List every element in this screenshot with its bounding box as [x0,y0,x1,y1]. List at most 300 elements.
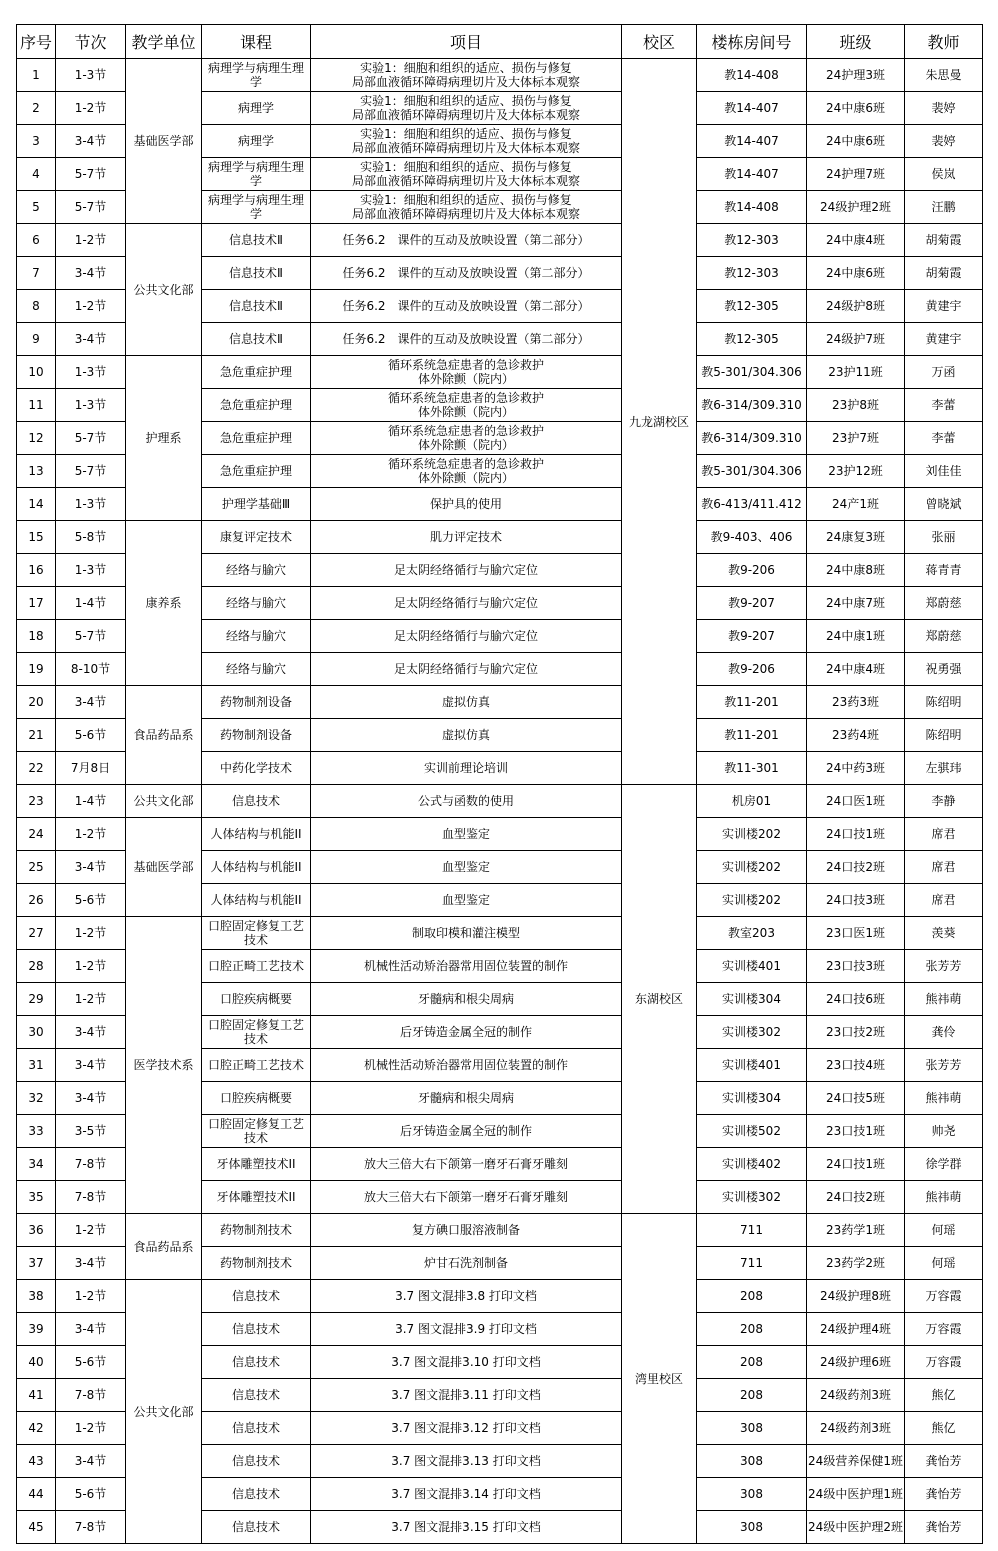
course-cell: 人体结构与机能II [202,818,311,851]
header-teacher: 教师 [905,25,983,59]
row-number: 33 [17,1115,56,1148]
row-number: 12 [17,422,56,455]
room-cell: 308 [697,1511,807,1544]
course-cell: 护理学基础Ⅲ [202,488,311,521]
teacher-cell: 熊祎萌 [905,983,983,1016]
table-row [17,818,983,851]
teacher-cell: 龚伶 [905,1016,983,1049]
course-cell: 信息技术 [202,1313,311,1346]
period-cell: 1-3节 [56,554,126,587]
row-number: 34 [17,1148,56,1181]
row-number: 32 [17,1082,56,1115]
period-cell: 1-2节 [56,1214,126,1247]
header-row [17,25,983,59]
course-cell: 口腔固定修复工艺技术 [202,1115,311,1148]
header-campus: 校区 [622,25,697,59]
row-number: 18 [17,620,56,653]
row-number: 20 [17,686,56,719]
project-cell: 血型鉴定 [311,851,622,884]
table-row [17,1214,983,1247]
teacher-cell: 李蕾 [905,389,983,422]
campus-cell: 湾里校区 [622,1214,697,1544]
row-number: 9 [17,323,56,356]
teacher-cell: 席君 [905,884,983,917]
row-number: 38 [17,1280,56,1313]
project-cell: 3.7 图文混排3.8 打印文档 [311,1280,622,1313]
teacher-cell: 胡菊霞 [905,257,983,290]
course-cell: 信息技术Ⅱ [202,323,311,356]
room-cell: 教6-314/309.310 [697,422,807,455]
project-cell: 任务6.2 课件的互动及放映设置（第二部分） [311,224,622,257]
class-cell: 24口技2班 [807,851,905,884]
period-cell: 1-2节 [56,917,126,950]
teacher-cell: 龚怡芳 [905,1445,983,1478]
course-cell: 人体结构与机能II [202,851,311,884]
table-body [17,59,983,1544]
row-number: 23 [17,785,56,818]
period-cell: 1-4节 [56,587,126,620]
class-cell: 24中康6班 [807,257,905,290]
period-cell: 3-4节 [56,323,126,356]
period-cell: 1-3节 [56,356,126,389]
period-cell: 5-6节 [56,884,126,917]
room-cell: 208 [697,1313,807,1346]
project-cell: 3.7 图文混排3.9 打印文档 [311,1313,622,1346]
room-cell: 实训楼304 [697,983,807,1016]
period-cell: 1-2节 [56,983,126,1016]
row-number: 41 [17,1379,56,1412]
class-cell: 24口技6班 [807,983,905,1016]
period-cell: 1-2节 [56,290,126,323]
teacher-cell: 左骐玮 [905,752,983,785]
project-cell: 实验1：细胞和组织的适应、损伤与修复 局部血液循环障碍病理切片及大体标本观察 [311,92,622,125]
row-number: 26 [17,884,56,917]
row-number: 5 [17,191,56,224]
period-cell: 5-6节 [56,1346,126,1379]
row-number: 13 [17,455,56,488]
row-number: 6 [17,224,56,257]
row-number: 10 [17,356,56,389]
header-class: 班级 [807,25,905,59]
class-cell: 23口技1班 [807,1115,905,1148]
course-cell: 口腔正畸工艺技术 [202,950,311,983]
header-no: 序号 [17,25,56,59]
teacher-cell: 裴婷 [905,92,983,125]
room-cell: 教14-408 [697,191,807,224]
class-cell: 23护12班 [807,455,905,488]
row-number: 35 [17,1181,56,1214]
class-cell: 24中康1班 [807,620,905,653]
period-cell: 7-8节 [56,1511,126,1544]
row-number: 15 [17,521,56,554]
room-cell: 教12-305 [697,323,807,356]
course-cell: 牙体雕塑技术II [202,1181,311,1214]
row-number: 28 [17,950,56,983]
class-cell: 24中康6班 [807,125,905,158]
room-cell: 教12-303 [697,257,807,290]
room-cell: 教5-301/304.306 [697,356,807,389]
teacher-cell: 蒋青青 [905,554,983,587]
class-cell: 24中康6班 [807,92,905,125]
class-cell: 24口技5班 [807,1082,905,1115]
teacher-cell: 刘佳佳 [905,455,983,488]
period-cell: 1-2节 [56,1280,126,1313]
class-cell: 24级中医护理1班 [807,1478,905,1511]
teacher-cell: 熊亿 [905,1412,983,1445]
period-cell: 1-2节 [56,950,126,983]
class-cell: 24级营养保健1班 [807,1445,905,1478]
class-cell: 24中康8班 [807,554,905,587]
unit-cell: 基础医学部 [126,818,202,917]
room-cell: 教11-201 [697,719,807,752]
period-cell: 1-3节 [56,389,126,422]
course-cell: 经络与腧穴 [202,587,311,620]
course-cell: 康复评定技术 [202,521,311,554]
class-cell: 24口技1班 [807,818,905,851]
class-cell: 23护8班 [807,389,905,422]
course-cell: 经络与腧穴 [202,620,311,653]
class-cell: 24护理3班 [807,59,905,92]
course-cell: 人体结构与机能II [202,884,311,917]
course-cell: 口腔固定修复工艺技术 [202,917,311,950]
room-cell: 实训楼402 [697,1148,807,1181]
row-number: 36 [17,1214,56,1247]
course-cell: 病理学与病理生理学 [202,158,311,191]
course-cell: 病理学与病理生理学 [202,59,311,92]
period-cell: 3-4节 [56,125,126,158]
room-cell: 实训楼304 [697,1082,807,1115]
course-cell: 中药化学技术 [202,752,311,785]
class-cell: 24中康7班 [807,587,905,620]
teacher-cell: 黄建宇 [905,323,983,356]
room-cell: 实训楼502 [697,1115,807,1148]
project-cell: 循环系统急症患者的急诊救护 体外除颤（院内） [311,455,622,488]
period-cell: 5-7节 [56,620,126,653]
period-cell: 5-6节 [56,719,126,752]
period-cell: 1-2节 [56,224,126,257]
unit-cell: 公共文化部 [126,1280,202,1544]
header-unit: 教学单位 [126,25,202,59]
room-cell: 711 [697,1214,807,1247]
class-cell: 24级药剂3班 [807,1412,905,1445]
period-cell: 7-8节 [56,1148,126,1181]
row-number: 40 [17,1346,56,1379]
class-cell: 24产1班 [807,488,905,521]
project-cell: 后牙铸造金属全冠的制作 [311,1115,622,1148]
course-cell: 急危重症护理 [202,422,311,455]
row-number: 1 [17,59,56,92]
class-cell: 23口技4班 [807,1049,905,1082]
period-cell: 5-7节 [56,158,126,191]
project-cell: 3.7 图文混排3.10 打印文档 [311,1346,622,1379]
period-cell: 7月8日 [56,752,126,785]
period-cell: 3-4节 [56,686,126,719]
project-cell: 血型鉴定 [311,884,622,917]
course-cell: 信息技术 [202,1412,311,1445]
row-number: 27 [17,917,56,950]
course-cell: 信息技术 [202,1511,311,1544]
project-cell: 血型鉴定 [311,818,622,851]
period-cell: 5-8节 [56,521,126,554]
course-cell: 急危重症护理 [202,356,311,389]
row-number: 17 [17,587,56,620]
course-cell: 口腔疾病概要 [202,1082,311,1115]
room-cell: 308 [697,1412,807,1445]
header-course: 课程 [202,25,311,59]
class-cell: 24中康4班 [807,653,905,686]
class-cell: 23护7班 [807,422,905,455]
teacher-cell: 帅尧 [905,1115,983,1148]
class-cell: 24口医1班 [807,785,905,818]
row-number: 43 [17,1445,56,1478]
course-cell: 信息技术Ⅱ [202,257,311,290]
teacher-cell: 万容霞 [905,1280,983,1313]
row-number: 29 [17,983,56,1016]
teacher-cell: 席君 [905,851,983,884]
period-cell: 5-7节 [56,455,126,488]
room-cell: 教9-206 [697,554,807,587]
period-cell: 3-4节 [56,1247,126,1280]
class-cell: 24级护理6班 [807,1346,905,1379]
teacher-cell: 祝勇强 [905,653,983,686]
period-cell: 3-5节 [56,1115,126,1148]
row-number: 44 [17,1478,56,1511]
row-number: 21 [17,719,56,752]
room-cell: 208 [697,1346,807,1379]
project-cell: 制取印模和灌注模型 [311,917,622,950]
project-cell: 保护具的使用 [311,488,622,521]
table-row [17,224,983,257]
period-cell: 3-4节 [56,1313,126,1346]
room-cell: 教6-413/411.412 [697,488,807,521]
room-cell: 实训楼401 [697,1049,807,1082]
row-number: 30 [17,1016,56,1049]
room-cell: 教14-407 [697,158,807,191]
room-cell: 教9-207 [697,587,807,620]
project-cell: 3.7 图文混排3.12 打印文档 [311,1412,622,1445]
room-cell: 实训楼202 [697,818,807,851]
project-cell: 牙髓病和根尖周病 [311,1082,622,1115]
period-cell: 7-8节 [56,1379,126,1412]
unit-cell: 护理系 [126,356,202,521]
course-cell: 信息技术 [202,1478,311,1511]
course-cell: 病理学 [202,125,311,158]
project-cell: 虚拟仿真 [311,686,622,719]
period-cell: 1-2节 [56,1412,126,1445]
project-cell: 循环系统急症患者的急诊救护 体外除颤（院内） [311,356,622,389]
room-cell: 教11-301 [697,752,807,785]
teacher-cell: 李蕾 [905,422,983,455]
project-cell: 炉甘石洗剂制备 [311,1247,622,1280]
project-cell: 任务6.2 课件的互动及放映设置（第二部分） [311,257,622,290]
teacher-cell: 郑蔚慈 [905,587,983,620]
course-cell: 口腔疾病概要 [202,983,311,1016]
unit-cell: 基础医学部 [126,59,202,224]
table-row [17,917,983,950]
row-number: 22 [17,752,56,785]
row-number: 8 [17,290,56,323]
class-cell: 24级护8班 [807,290,905,323]
course-cell: 牙体雕塑技术II [202,1148,311,1181]
project-cell: 机械性活动矫治器常用固位装置的制作 [311,1049,622,1082]
project-cell: 实验1：细胞和组织的适应、损伤与修复 局部血液循环障碍病理切片及大体标本观察 [311,125,622,158]
room-cell: 308 [697,1478,807,1511]
class-cell: 23口医1班 [807,917,905,950]
table-row [17,59,983,92]
course-cell: 信息技术 [202,785,311,818]
teacher-cell: 朱思曼 [905,59,983,92]
room-cell: 208 [697,1280,807,1313]
course-cell: 急危重症护理 [202,455,311,488]
project-cell: 后牙铸造金属全冠的制作 [311,1016,622,1049]
project-cell: 实验1：细胞和组织的适应、损伤与修复 局部血液循环障碍病理切片及大体标本观察 [311,158,622,191]
project-cell: 3.7 图文混排3.13 打印文档 [311,1445,622,1478]
row-number: 16 [17,554,56,587]
room-cell: 教6-314/309.310 [697,389,807,422]
class-cell: 24康复3班 [807,521,905,554]
table-row [17,521,983,554]
room-cell: 实训楼202 [697,851,807,884]
row-number: 3 [17,125,56,158]
class-cell: 24中药3班 [807,752,905,785]
period-cell: 1-2节 [56,818,126,851]
row-number: 11 [17,389,56,422]
teacher-cell: 李静 [905,785,983,818]
project-cell: 复方碘口服溶液制备 [311,1214,622,1247]
unit-cell: 食品药品系 [126,1214,202,1280]
project-cell: 足太阴经络循行与腧穴定位 [311,554,622,587]
period-cell: 8-10节 [56,653,126,686]
campus-cell: 东湖校区 [622,785,697,1214]
table-row [17,785,983,818]
teacher-cell: 张芳芳 [905,1049,983,1082]
schedule-table [16,24,983,1544]
period-cell: 3-4节 [56,1049,126,1082]
room-cell: 208 [697,1379,807,1412]
unit-cell: 医学技术系 [126,917,202,1214]
room-cell: 教9-207 [697,620,807,653]
row-number: 19 [17,653,56,686]
row-number: 39 [17,1313,56,1346]
room-cell: 教14-407 [697,125,807,158]
room-cell: 教室203 [697,917,807,950]
project-cell: 任务6.2 课件的互动及放映设置（第二部分） [311,323,622,356]
class-cell: 24口技1班 [807,1148,905,1181]
teacher-cell: 万容霞 [905,1346,983,1379]
period-cell: 3-4节 [56,1016,126,1049]
course-cell: 药物制剂技术 [202,1214,311,1247]
class-cell: 24护理7班 [807,158,905,191]
class-cell: 24级护理8班 [807,1280,905,1313]
period-cell: 3-4节 [56,1445,126,1478]
course-cell: 口腔固定修复工艺技术 [202,1016,311,1049]
table-row [17,1280,983,1313]
class-cell: 24级药剂3班 [807,1379,905,1412]
row-number: 14 [17,488,56,521]
course-cell: 急危重症护理 [202,389,311,422]
period-cell: 5-7节 [56,191,126,224]
class-cell: 23药3班 [807,686,905,719]
room-cell: 教11-201 [697,686,807,719]
course-cell: 口腔正畸工艺技术 [202,1049,311,1082]
period-cell: 1-2节 [56,92,126,125]
teacher-cell: 龚怡芳 [905,1478,983,1511]
project-cell: 实验1：细胞和组织的适应、损伤与修复 局部血液循环障碍病理切片及大体标本观察 [311,191,622,224]
teacher-cell: 张丽 [905,521,983,554]
period-cell: 3-4节 [56,1082,126,1115]
project-cell: 足太阴经络循行与腧穴定位 [311,620,622,653]
project-cell: 足太阴经络循行与腧穴定位 [311,587,622,620]
teacher-cell: 侯岚 [905,158,983,191]
header-project: 项目 [311,25,622,59]
project-cell: 放大三倍大右下颌第一磨牙石膏牙雕刻 [311,1148,622,1181]
teacher-cell: 汪鹏 [905,191,983,224]
teacher-cell: 席君 [905,818,983,851]
teacher-cell: 曾晓斌 [905,488,983,521]
teacher-cell: 熊祎萌 [905,1082,983,1115]
course-cell: 经络与腧穴 [202,653,311,686]
row-number: 25 [17,851,56,884]
period-cell: 1-4节 [56,785,126,818]
teacher-cell: 陈绍明 [905,719,983,752]
course-cell: 药物制剂技术 [202,1247,311,1280]
class-cell: 24口技3班 [807,884,905,917]
row-number: 42 [17,1412,56,1445]
teacher-cell: 郑蔚慈 [905,620,983,653]
table-row [17,686,983,719]
class-cell: 23口技3班 [807,950,905,983]
room-cell: 实训楼401 [697,950,807,983]
project-cell: 虚拟仿真 [311,719,622,752]
project-cell: 3.7 图文混排3.11 打印文档 [311,1379,622,1412]
row-number: 2 [17,92,56,125]
row-number: 45 [17,1511,56,1544]
project-cell: 牙髓病和根尖周病 [311,983,622,1016]
project-cell: 实验1：细胞和组织的适应、损伤与修复 局部血液循环障碍病理切片及大体标本观察 [311,59,622,92]
row-number: 31 [17,1049,56,1082]
project-cell: 3.7 图文混排3.14 打印文档 [311,1478,622,1511]
course-cell: 信息技术Ⅱ [202,224,311,257]
teacher-cell: 黄建宇 [905,290,983,323]
class-cell: 23药4班 [807,719,905,752]
project-cell: 公式与函数的使用 [311,785,622,818]
project-cell: 循环系统急症患者的急诊救护 体外除颤（院内） [311,389,622,422]
row-number: 4 [17,158,56,191]
unit-cell: 食品药品系 [126,686,202,785]
teacher-cell: 熊祎萌 [905,1181,983,1214]
class-cell: 24级护7班 [807,323,905,356]
class-cell: 24级中医护理2班 [807,1511,905,1544]
period-cell: 7-8节 [56,1181,126,1214]
header-period: 节次 [56,25,126,59]
room-cell: 实训楼302 [697,1016,807,1049]
teacher-cell: 陈绍明 [905,686,983,719]
room-cell: 教9-403、406 [697,521,807,554]
course-cell: 信息技术 [202,1346,311,1379]
room-cell: 308 [697,1445,807,1478]
unit-cell: 康养系 [126,521,202,686]
project-cell: 循环系统急症患者的急诊救护 体外除颤（院内） [311,422,622,455]
class-cell: 23口技2班 [807,1016,905,1049]
teacher-cell: 万容霞 [905,1313,983,1346]
project-cell: 任务6.2 课件的互动及放映设置（第二部分） [311,290,622,323]
room-cell: 教12-303 [697,224,807,257]
teacher-cell: 龚怡芳 [905,1511,983,1544]
teacher-cell: 熊亿 [905,1379,983,1412]
campus-cell: 九龙湖校区 [622,59,697,785]
class-cell: 23药学2班 [807,1247,905,1280]
row-number: 37 [17,1247,56,1280]
